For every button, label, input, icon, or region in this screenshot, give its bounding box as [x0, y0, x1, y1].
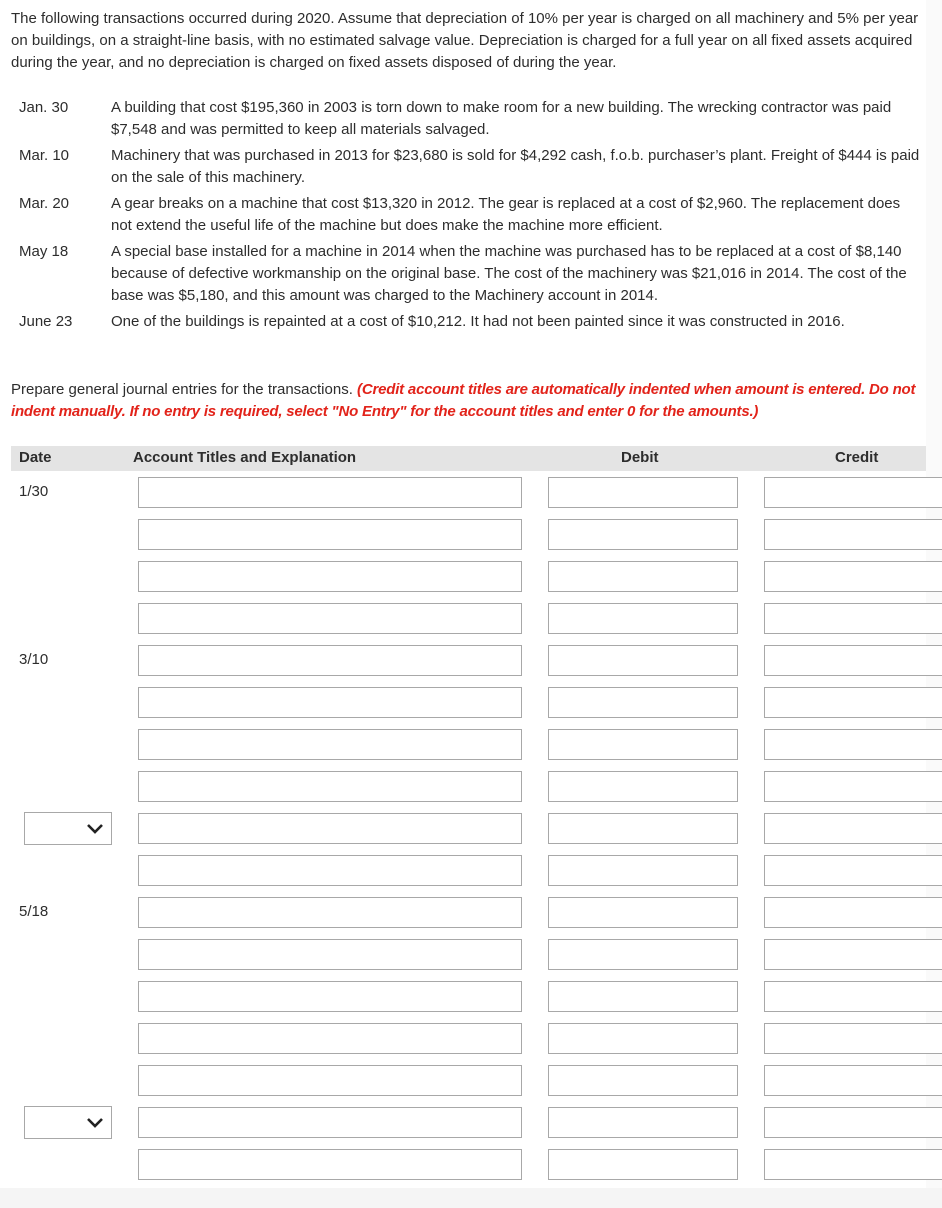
debit-input[interactable]	[548, 1107, 738, 1138]
debit-input[interactable]	[548, 1023, 738, 1054]
transaction-date: Mar. 20	[19, 195, 70, 212]
debit-input[interactable]	[548, 981, 738, 1012]
entry-date-1-30: 1/30	[19, 483, 49, 500]
debit-input[interactable]	[548, 603, 738, 634]
header-date: Date	[19, 449, 52, 466]
credit-input[interactable]	[764, 771, 942, 802]
credit-input[interactable]	[764, 981, 942, 1012]
entry-date-3-10: 3/10	[19, 651, 49, 668]
account-title-input[interactable]	[138, 1107, 522, 1138]
credit-input[interactable]	[764, 561, 942, 592]
header-debit: Debit	[621, 449, 659, 466]
chevron-down-icon	[86, 1117, 104, 1129]
account-title-input[interactable]	[138, 645, 522, 676]
instruction-text: Prepare general journal entries for the transactions.	[11, 381, 353, 398]
debit-input[interactable]	[548, 897, 738, 928]
account-title-input[interactable]	[138, 771, 522, 802]
debit-input[interactable]	[548, 1149, 738, 1180]
credit-input[interactable]	[764, 939, 942, 970]
journal-table-header	[11, 446, 926, 471]
instructions	[11, 379, 926, 423]
account-title-input[interactable]	[138, 1149, 522, 1180]
debit-input[interactable]	[548, 477, 738, 508]
transaction-date: Mar. 10	[19, 147, 70, 164]
header-credit: Credit	[835, 449, 879, 466]
credit-input[interactable]	[764, 1149, 942, 1180]
credit-input[interactable]	[764, 687, 942, 718]
account-title-input[interactable]	[138, 1065, 522, 1096]
transaction-date: June 23	[19, 313, 73, 330]
account-title-input[interactable]	[138, 897, 522, 928]
account-title-input[interactable]	[138, 477, 522, 508]
problem-intro: The following transactions occurred during 2020. Assume that depreciation of 10% per year is charged on all machinery and 5% per year on buildings, on a straight-line basis, with no estimated salvage value. Depreciation is charged for a full year on all fixed assets acquired during the year, and no depreciation is charged on fixed assets disposed of during the year.	[11, 10, 919, 71]
account-title-input[interactable]	[138, 729, 522, 760]
date-select[interactable]	[24, 812, 112, 845]
credit-input[interactable]	[764, 897, 942, 928]
account-title-input[interactable]	[138, 561, 522, 592]
debit-input[interactable]	[548, 561, 738, 592]
debit-input[interactable]	[548, 939, 738, 970]
account-title-input[interactable]	[138, 939, 522, 970]
credit-input[interactable]	[764, 1065, 942, 1096]
account-title-input[interactable]	[138, 981, 522, 1012]
chevron-down-icon	[86, 823, 104, 835]
transaction-date: Jan. 30	[19, 99, 69, 116]
header-account: Account Titles and Explanation	[133, 449, 357, 466]
debit-input[interactable]	[548, 855, 738, 886]
debit-input[interactable]	[548, 645, 738, 676]
account-title-input[interactable]	[138, 1023, 522, 1054]
page-footer-shade	[0, 1188, 942, 1208]
transaction-text: A gear breaks on a machine that cost $13,320 in 2012. The gear is replaced at a cost of $2,960. The replacement does not extend the useful life of the machine but does make the machine more efficient.	[111, 195, 901, 234]
entry-date-5-18: 5/18	[19, 903, 49, 920]
debit-input[interactable]	[548, 687, 738, 718]
credit-input[interactable]	[764, 519, 942, 550]
debit-input[interactable]	[548, 1065, 738, 1096]
transaction-date: May 18	[19, 243, 69, 260]
debit-input[interactable]	[548, 771, 738, 802]
transaction-text: One of the buildings is repainted at a cost of $10,212. It had not been painted since it was constructed in 2016.	[111, 313, 845, 330]
credit-input[interactable]	[764, 1023, 942, 1054]
debit-input[interactable]	[548, 813, 738, 844]
credit-input[interactable]	[764, 603, 942, 634]
account-title-input[interactable]	[138, 855, 522, 886]
transaction-text: A special base installed for a machine in 2014 when the machine was purchased has to be replaced at a cost of $8,140 because of defective workmanship on the original base. The cost of the machinery was $21,016 in 2014. The cost of the base was $5,180, and this amount was charged to the Machinery account in 2014.	[111, 243, 907, 304]
credit-input[interactable]	[764, 813, 942, 844]
date-select[interactable]	[24, 1106, 112, 1139]
transaction-text: Machinery that was purchased in 2013 for $23,680 is sold for $4,292 cash, f.o.b. purchaser’s plant. Freight of $444 is paid on the sale of this machinery.	[111, 147, 920, 186]
account-title-input[interactable]	[138, 813, 522, 844]
debit-input[interactable]	[548, 729, 738, 760]
credit-input[interactable]	[764, 855, 942, 886]
credit-input[interactable]	[764, 1107, 942, 1138]
instruction-note: (Credit account titles are automatically indented when amount is entered. Do not indent manually. If no entry is required, select "No Entry" for the account titles and enter 0 for the amounts.)	[11, 381, 916, 420]
account-title-input[interactable]	[138, 687, 522, 718]
credit-input[interactable]	[764, 729, 942, 760]
credit-input[interactable]	[764, 477, 942, 508]
credit-input[interactable]	[764, 645, 942, 676]
debit-input[interactable]	[548, 519, 738, 550]
account-title-input[interactable]	[138, 519, 522, 550]
transaction-text: A building that cost $195,360 in 2003 is torn down to make room for a new building. The wrecking contractor was paid $7,548 and was permitted to keep all materials salvaged.	[111, 99, 892, 138]
account-title-input[interactable]	[138, 603, 522, 634]
